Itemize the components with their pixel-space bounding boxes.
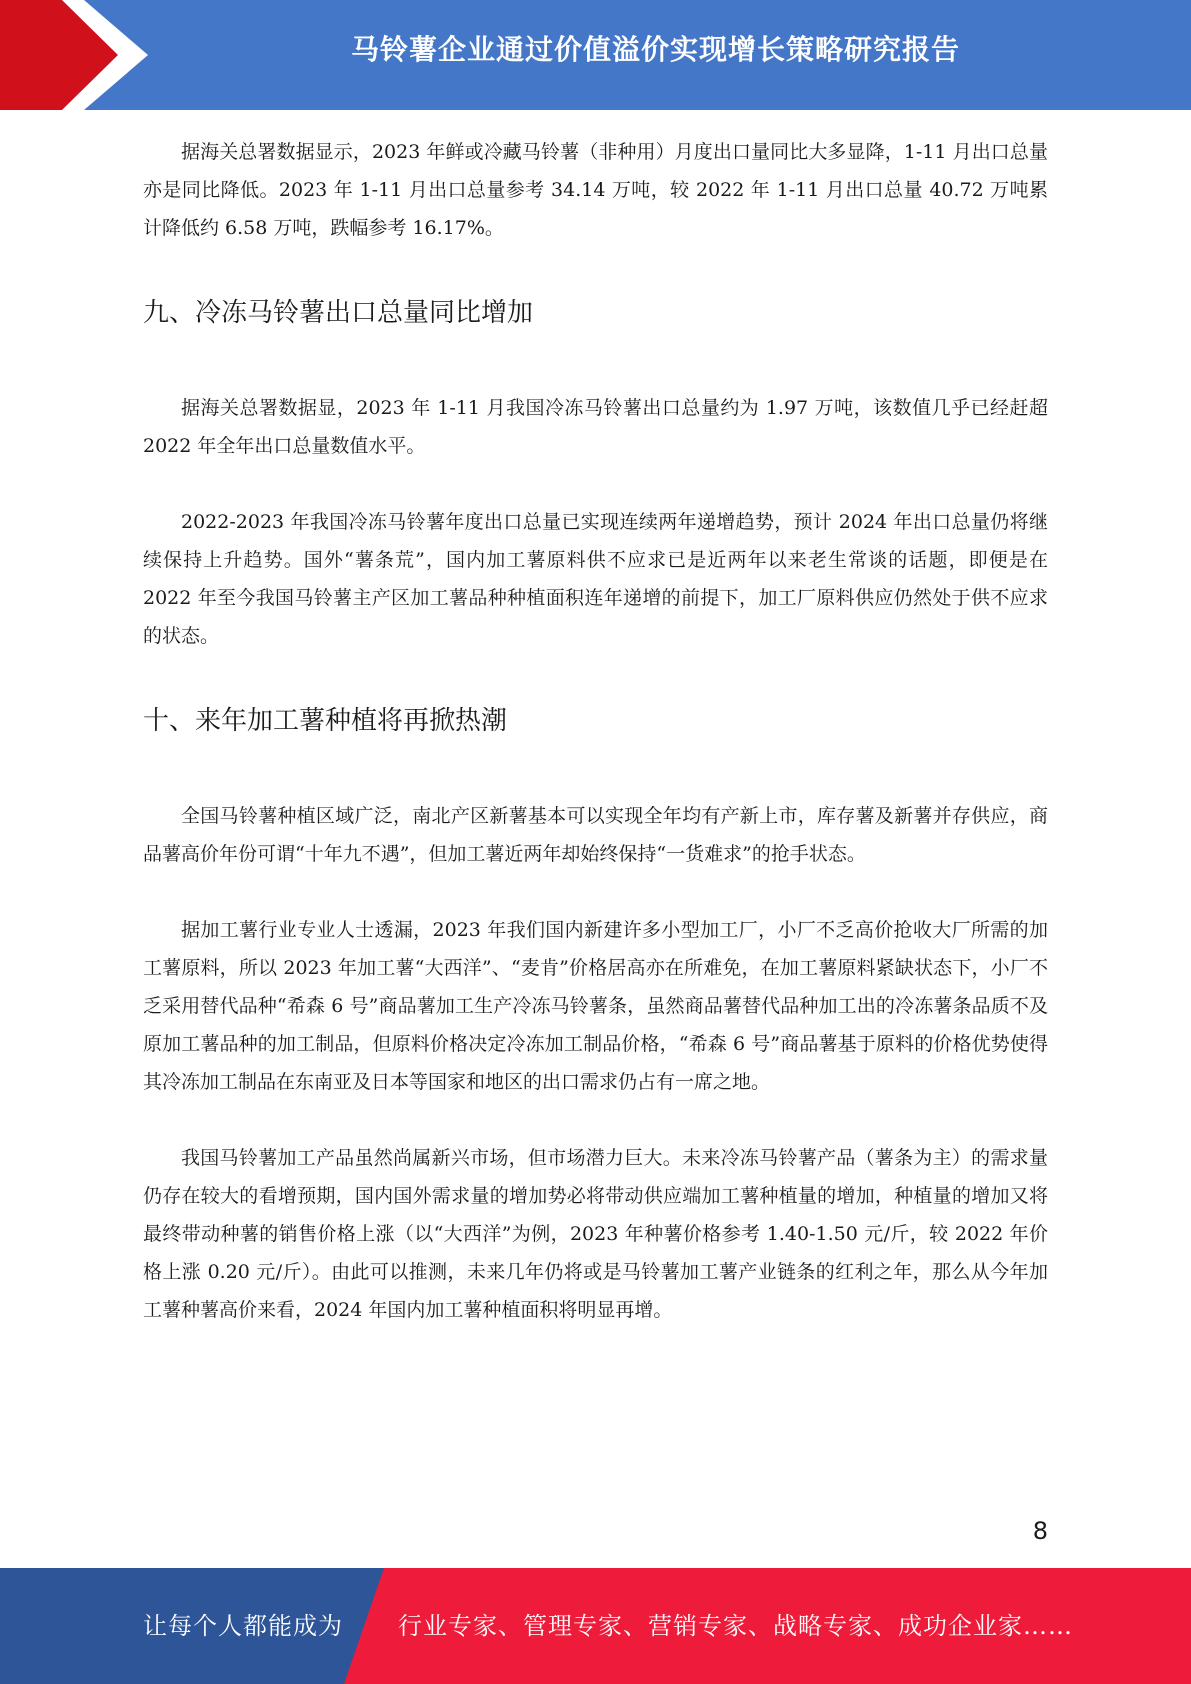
report-title: 马铃薯企业通过价值溢价实现增长策略研究报告 (350, 33, 960, 66)
paragraph-fresh-potato-exports: 据海关总署数据显示，2023 年鲜或冷藏马铃薯（非种用）月度出口量同比大多显降，1-11 月出口总量亦是同比降低。2023 年 1-11 月出口总量参考 34.14 万吨，较 2022 年 1-11 月出口总量 40.72 万吨累计降低约 6.58 万吨，跌幅参考 16.17%。 (143, 141, 1048, 239)
paragraph-frozen-export-trend: 2022-2023 年我国冷冻马铃薯年度出口总量已实现连续两年递增趋势，预计 2024 年出口总量仍将继续保持上升趋势。国外“薯条荒”，国内加工薯原料供不应求已是近两年以来老生常谈的话题，即便是在 2022 年至今我国马铃薯主产区加工薯品种种植面积连年递增的前提下，加工厂原料供应仍然处于供不应求的状态。 (143, 511, 1048, 647)
page-header (0, 0, 1191, 110)
page-number: 8 (1032, 1517, 1048, 1545)
page-footer (0, 1568, 1191, 1684)
paragraph-market-outlook: 我国马铃薯加工产品虽然尚属新兴市场，但市场潜力巨大。未来冷冻马铃薯产品（薯条为主）的需求量仍存在较大的看增预期，国内国外需求量的增加势必将带动供应端加工薯种植量的增加，种植量的增加又将最终带动种薯的销售价格上涨（以“大西洋”为例，2023 年种薯价格参考 1.40-1.50 元/斤，较 2022 年价格上涨 0.20 元/斤）。由此可以推测，未来几年仍将或是马铃薯加工薯产业链条的红利之年，那么从今年加工薯种薯高价来看，2024 年国内加工薯种植面积将明显再增。 (143, 1147, 1048, 1321)
footer-slogan-left: 让每个人都能成为 (143, 1612, 343, 1640)
footer-slogan-right: 行业专家、管理专家、营销专家、战略专家、成功企业家…… (398, 1612, 1073, 1640)
section-heading-9: 九、冷冻马铃薯出口总量同比增加 (143, 298, 534, 328)
paragraph-planting-regions: 全国马铃薯种植区域广泛，南北产区新薯基本可以实现全年均有产新上市，库存薯及新薯并存供应，商品薯高价年份可谓“十年九不遇”，但加工薯近两年却始终保持“一货难求”的抢手状态。 (143, 805, 1048, 865)
section-heading-10: 十、来年加工薯种植将再掀热潮 (143, 706, 508, 736)
paragraph-frozen-export-total: 据海关总署数据显，2023 年 1-11 月我国冷冻马铃薯出口总量约为 1.97 万吨，该数值几乎已经赶超 2022 年全年出口总量数值水平。 (143, 397, 1048, 457)
page-content (143, 133, 1048, 1329)
paragraph-processing-plants: 据加工薯行业专业人士透漏，2023 年我们国内新建许多小型加工厂，小厂不乏高价抢收大厂所需的加工薯原料，所以 2023 年加工薯“大西洋”、“麦肯”价格居高亦在所难免，在加工薯原料紧缺状态下，小厂不乏采用替代品种“希森 6 号”商品薯加工生产冷冻马铃薯条，虽然商品薯替代品种加工出的冷冻薯条品质不及原加工薯品种的加工制品，但原料价格决定冷冻加工制品价格，“希森 6 号”商品薯基于原料的价格优势使得其冷冻加工制品在东南亚及日本等国家和地区的出口需求仍占有一席之地。 (143, 919, 1048, 1093)
